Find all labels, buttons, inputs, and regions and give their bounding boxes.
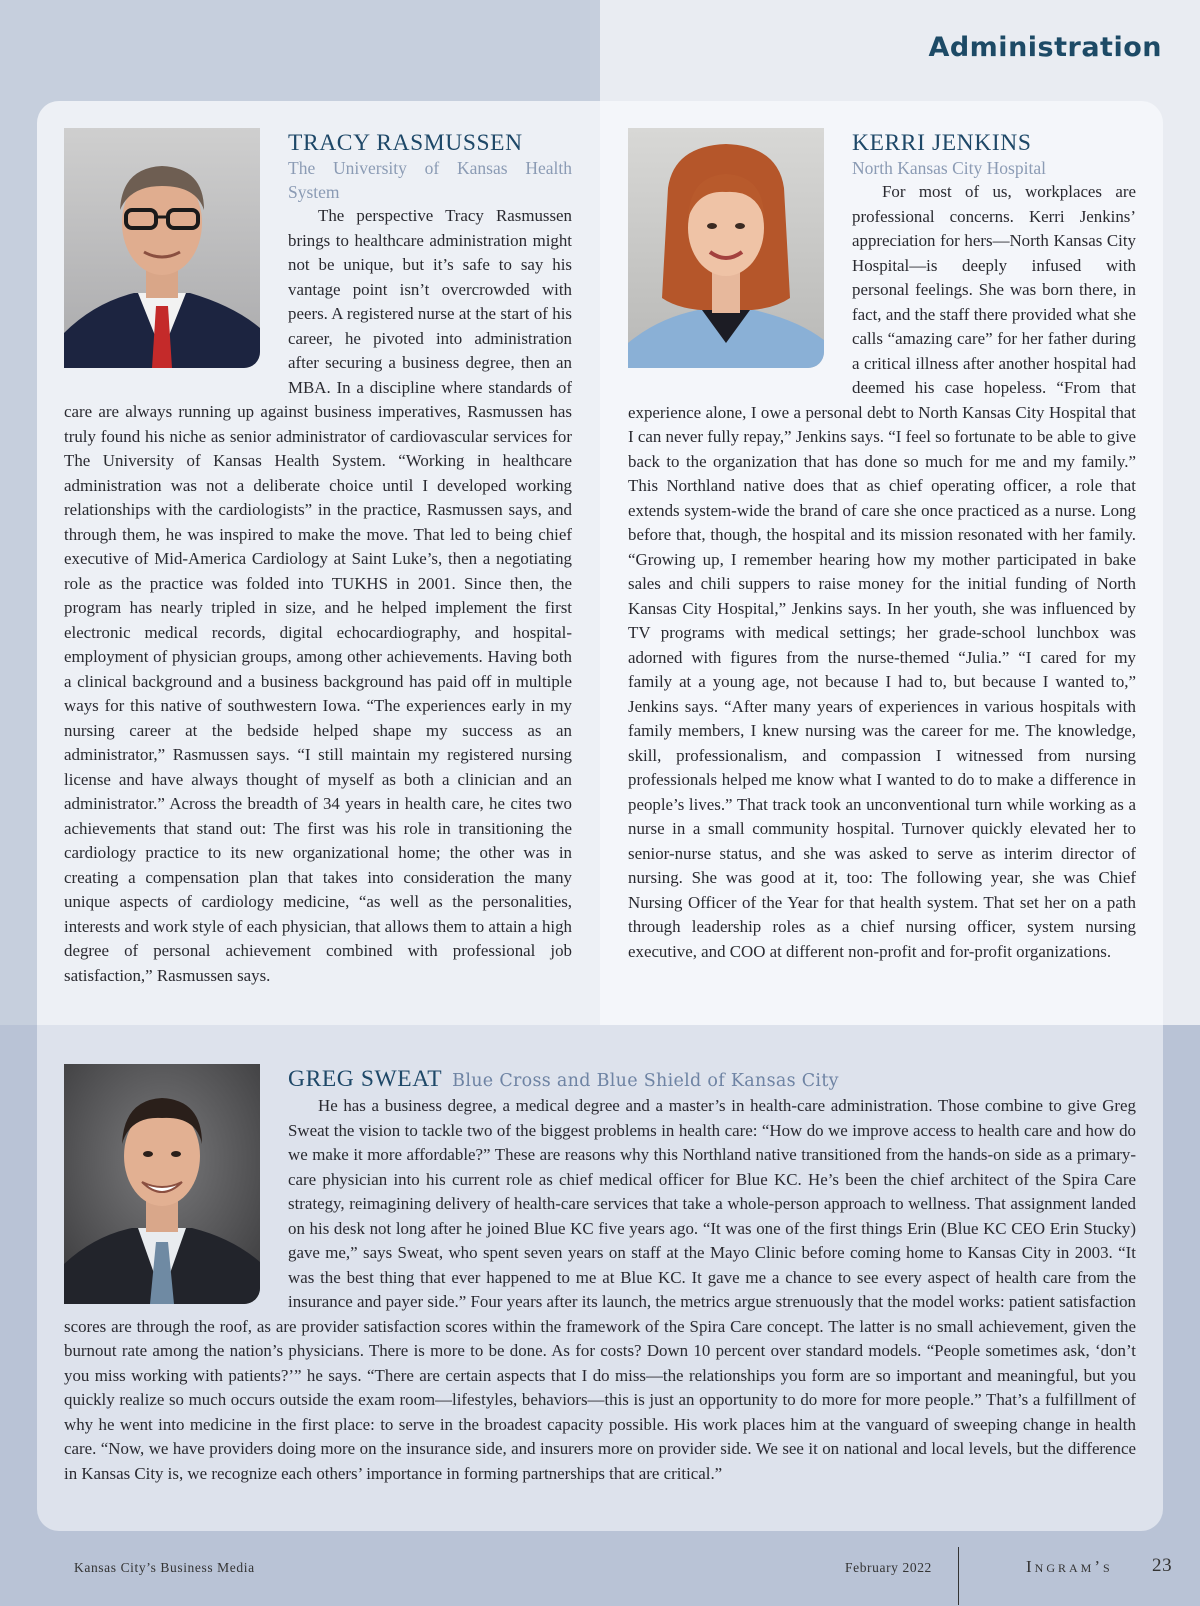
profile-name: GREG SWEAT xyxy=(288,1066,443,1092)
photo-greg-sweat xyxy=(64,1064,260,1304)
profile-text: For most of us, workplaces are professional concerns. Kerri Jenkins’ appreciation for hers—North Kansas City Hospital—is deeply infused with personal feelings. She was born there, in fact, and the staff there provided what she calls “amazing care” for her father during a critical illness after another hospital had deemed his case hopeless. “From that experience alone, I owe a personal debt to North Kansas City Hospital that I can never fully repay,” Jenkins says. “I feel so fortunate to be able to give back to the organization that has done so much for me and my family.” This Northland native does that as chief operating officer, a role that extends system-wide the brand of care she once practiced as a nurse. Long before that, though, the hospital and its mission resonated with her family. “Growing up, I remember hearing how my mother participated in bake sales and chili suppers to raise money for the initial funding of North Kansas City Hospital,” Jenkins says. In her youth, she was influenced by TV programs with medical settings; her grade-school lunchbox was adorned with figures from the nurse-themed “Julia.” “I cared for my family at a young age, not because I had to, but because I wanted to,” Jenkins says. “After many years of experiences in various hospitals with family members, I knew nursing was the career for me. The knowledge, skill, professionalism, and compassion I witnessed from nursing professionals helped me know what I wanted to do to make a difference in people’s lives.” That track took an unconventional turn while working as a nurse in a small community hospital. Turnover quickly elevated her to senior-nurse status, and she was asked to serve as interim director of nursing. She was good at it, too: The following year, she was Chief Nursing Officer of the Year for that health system. That set her on a path through leadership roles as a chief nursing officer, system nursing executive, and COO at different non-profit and for-profit organizations. xyxy=(628,182,1136,961)
footer-brand: Ingram’s xyxy=(1026,1557,1113,1576)
profile-text: He has a business degree, a medical degree and a master’s in health-care administration. Those combine to give Greg Sweat the vision to tackle two of the biggest problems in health care: “How do we improve access to health care and how do we make it more affordable?” These are reasons why this Northland native transitioned from the hands-on side as a primary-care physician into his current role as chief medical officer for Blue KC. He’s been the chief architect of the Spira Care strategy, reimagining delivery of health-care services that take a whole-person approach to wellness. That assignment landed on his desk not long after he joined Blue KC five years ago. “It was one of the first things Erin (Blue KC CEO Erin Stucky) gave me,” says Sweat, who spent seven years on staff at the Mayo Clinic before coming home to Kansas City in 2003. “It was the best thing that ever happened to me at Blue KC. It gave me a chance to see every aspect of health care from the insurance and payer side.” Four years after its launch, the metrics argue strenuously that the model works: patient satisfaction scores are through the roof, as are provider satisfaction scores within the framework of the Spira Care concept. The latter is no small achievement, given the burnout rate among the nation’s physicians. There is more to be done. As for costs? Down 10 percent over standard models. “People sometimes ask, ‘don’t you miss working with patients?’” he says. “There are certain aspects that I do miss—the relationships you form are so important and meaningful, but you quickly realize so much occurs outside the exam room—lifestyles, behaviors—this is just an opportunity to do more for more people.” That’s a fulfillment of why he went into medicine in the first place: to serve in the broadest capacity possible. His work places him at the vanguard of sweeping change in health care. “Now, we have providers doing more on the insurance side, and insurers more on provider side. We see it on national and local levels, but the difference in Kansas City is, we recognize each others’ importance in forming partnerships that are critical.” xyxy=(64,1096,1136,1483)
profile-text: The perspective Tracy Rasmussen brings to healthcare administration might not be unique, but it’s safe to say his vantage point isn’t overcrowded with peers. A registered nurse at the start of his career, he pivoted into administration after securing a business degree, then an MBA. In a discipline where standards of care are always running up against business imperatives, Rasmussen has truly found his niche as senior administrator of cardiovascular services for The University of Kansas Health System. “Working in healthcare administration was not a deliberate choice until I developed working relationships with the cardiologists” in the practice, Rasmussen says, and through them, he was inspired to make the move. That led to being chief executive of Mid-America Cardiology at Saint Luke’s, then a negotiating role as the practice was folded into TUKHS in 2001. Since then, the program has nearly tripled in size, and he helped implement the first electronic medical records, digital echocardiography, and hospital-employment of physician groups, among other achievements. Having both a clinical background and a business background has paid off in multiple ways for this native of southwestern Iowa. “The experiences early in my nursing career at the bedside helped shape my success as an administrator,” Rasmussen says. “I still maintain my registered nursing license and have always thought of myself as both a clinician and an administrator.” Across the breadth of 34 years in health care, he cites two achievements that stand out: The first was his role in transitioning the cardiology practice to its new organizational home; the other was in creating a compensation plan that takes into consideration the many unique aspects of cardiology medicine, “as well as the personalities, interests and work style of each physician, that allows them to attain a high degree of personal achievement combined with professional job satisfaction,” Rasmussen says. xyxy=(64,206,572,985)
profile-kerri-jenkins xyxy=(628,128,1136,964)
photo-tracy-rasmussen xyxy=(64,128,260,368)
footer-date: February 2022 xyxy=(845,1560,932,1575)
profile-name: KERRI JENKINS xyxy=(852,130,1032,156)
footer-publisher: Kansas City’s Business Media xyxy=(74,1560,255,1575)
profile-organization: The University of Kansas Health System xyxy=(288,158,572,202)
portrait-woman-red-hair-icon xyxy=(628,128,824,368)
page-number: 23 xyxy=(1152,1555,1173,1576)
profile-name: TRACY RASMUSSEN xyxy=(288,130,523,156)
profile-greg-sweat xyxy=(64,1064,1136,1486)
portrait-man-suit-icon xyxy=(64,1064,260,1304)
section-title: Administration xyxy=(928,32,1162,63)
profile-organization: Blue Cross and Blue Shield of Kansas City xyxy=(452,1071,839,1091)
profile-organization: North Kansas City Hospital xyxy=(852,158,1046,178)
footer-divider xyxy=(958,1547,959,1605)
photo-kerri-jenkins xyxy=(628,128,824,368)
profile-tracy-rasmussen xyxy=(64,128,572,988)
portrait-man-glasses-icon xyxy=(64,128,260,368)
